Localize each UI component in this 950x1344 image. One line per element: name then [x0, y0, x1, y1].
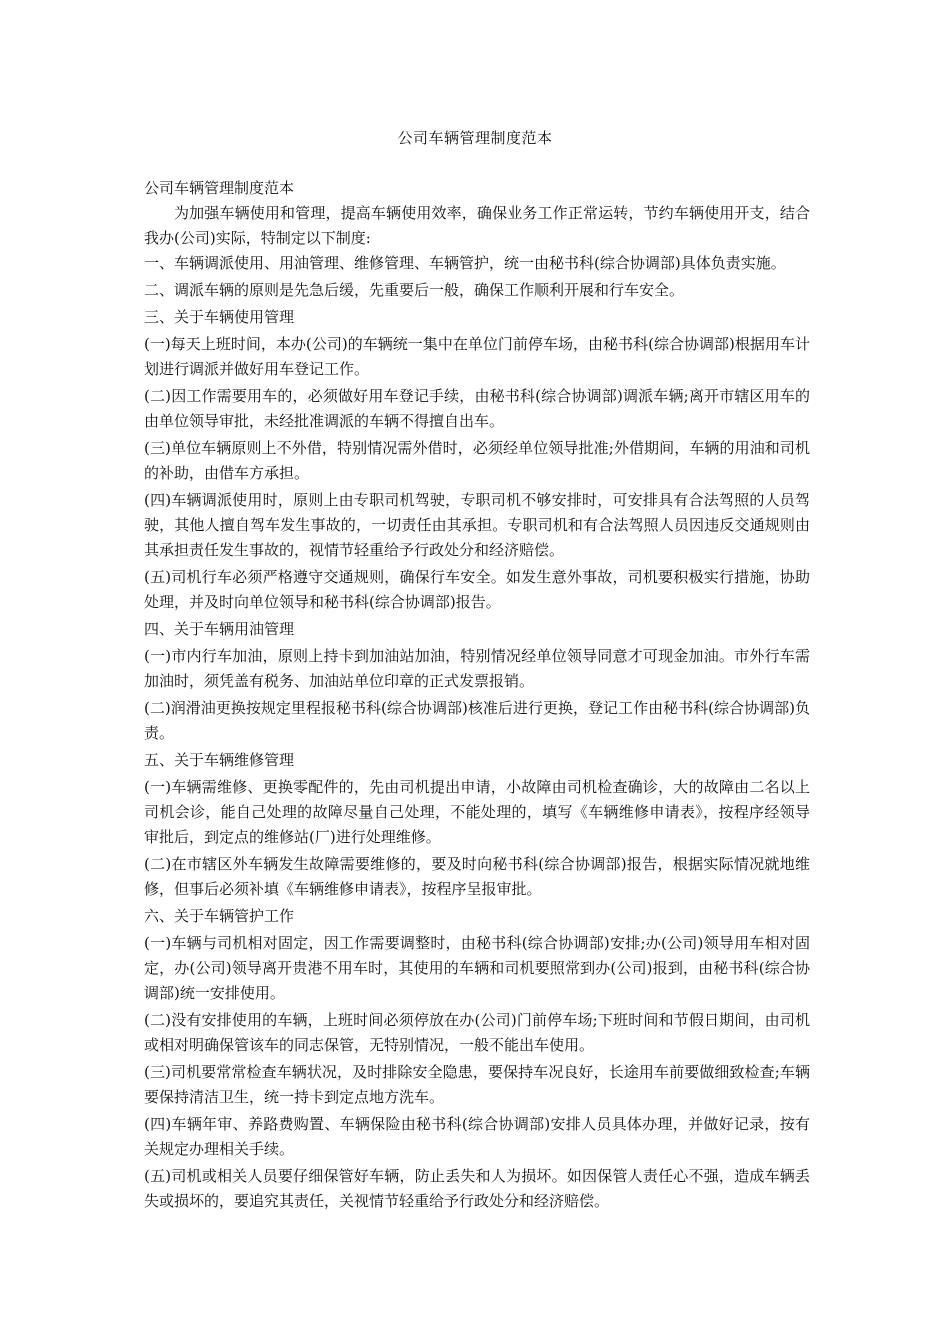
- paragraph-4-1: (一)市内行车加油，原则上持卡到加油站加油，特别情况经单位领导同意才可现金加油。市外行车需加油时，须凭盖有税务、加油站单位印章的正式发票报销。: [144, 647, 810, 690]
- section-heading-5: 五、关于车辆维修管理: [144, 751, 295, 769]
- paragraph-6-5: (五)司机或相关人员要仔细保管好车辆，防止丢失和人为损坏。如因保管人责任心不强，造成车辆丢失或损坏的，要追究其责任，关视情节轻重给予行政处分和经济赔偿。: [144, 1167, 810, 1210]
- paragraph-6-1: (一)车辆与司机相对固定，因工作需要调整时，由秘书科(综合协调部)安排;办(公司)领导用车相对固定，办(公司)领导离开贵港不用车时，其使用的车辆和司机要照常到办(公司)报到，由秘书科(综合协调部)统一安排使用。: [144, 934, 810, 1002]
- section-heading-3: 三、关于车辆使用管理: [144, 308, 295, 326]
- paragraph-5-1: (一)车辆需维修、更换零配件的，先由司机提出申请，小故障由司机检查确诊，大的故障由二名以上司机会诊，能自己处理的故障尽量自己处理，不能处理的，填写《车辆维修申请表》，按程序经领导审批后，到定点的维修站(厂)进行处理维修。: [144, 778, 810, 846]
- paragraph-3-1: (一)每天上班时间，本办(公司)的车辆统一集中在单位门前停车场，由秘书科(综合协调部)根据用车计划进行调派并做好用车登记工作。: [144, 335, 810, 378]
- paragraph-3-3: (三)单位车辆原则上不外借，特别情况需外借时，必须经单位领导批准;外借期间，车辆的用油和司机的补助，由借车方承担。: [144, 439, 810, 482]
- document-title: 公司车辆管理制度范本: [397, 129, 553, 147]
- paragraph-6-3: (三)司机要常常检查车辆状况，及时排除安全隐患，要保持车况良好，长途用车前要做细致检查;车辆要保持清洁卫生，统一持卡到定点地方洗车。: [144, 1063, 810, 1106]
- document-body: [144, 176, 810, 1216]
- intro-paragraph: 为加强车辆使用和管理，提高车辆使用效率，确保业务工作正常运转，节约车辆使用开支，结合我办(公司)实际，特制定以下制度:: [144, 204, 810, 247]
- paragraph-6-4: (四)车辆年审、养路费购置、车辆保险由秘书科(综合协调部)安排人员具体办理，并做好记录，按有关规定办理相关手续。: [144, 1115, 810, 1158]
- document-subtitle: 公司车辆管理制度范本: [144, 179, 295, 197]
- paragraph-1: 一、车辆调派使用、用油管理、维修管理、车辆管护，统一由秘书科(综合协调部)具体负责实施。: [144, 254, 786, 272]
- paragraph-4-2: (二)润滑油更换按规定里程报秘书科(综合协调部)核准后进行更换，登记工作由秘书科(综合协调部)负责。: [144, 699, 810, 742]
- section-heading-4: 四、关于车辆用油管理: [144, 620, 295, 638]
- paragraph-3-5: (五)司机行车必须严格遵守交通规则，确保行车安全。如发生意外事故，司机要积极实行措施，协助处理，并及时向单位领导和秘书科(综合协调部)报告。: [144, 568, 810, 611]
- section-heading-6: 六、关于车辆管护工作: [144, 907, 295, 925]
- paragraph-5-2: (二)在市辖区外车辆发生故障需要维修的，要及时向秘书科(综合协调部)报告，根据实际情况就地维修，但事后必须补填《车辆维修申请表》，按程序呈报审批。: [144, 855, 810, 898]
- paragraph-3-4: (四)车辆调派使用时，原则上由专职司机驾驶，专职司机不够安排时，可安排具有合法驾照的人员驾驶，其他人擅自驾车发生事故的，一切责任由其承担。专职司机和有合法驾照人员因违反交通规则由其承担责任发生事故的，视情节轻重给予行政处分和经济赔偿。: [144, 491, 810, 559]
- paragraph-2: 二、调派车辆的原则是先急后缓，先重要后一般，确保工作顺利开展和行车安全。: [144, 281, 685, 299]
- paragraph-3-2: (二)因工作需要用车的，必须做好用车登记手续，由秘书科(综合协调部)调派车辆;离开市辖区用车的由单位领导审批，未经批准调派的车辆不得擅自出车。: [144, 387, 810, 430]
- paragraph-6-2: (二)没有安排使用的车辆，上班时间必须停放在办(公司)门前停车场;下班时间和节假日期间，由司机或相对明确保管该车的同志保管，无特别情况，一般不能出车使用。: [144, 1011, 810, 1054]
